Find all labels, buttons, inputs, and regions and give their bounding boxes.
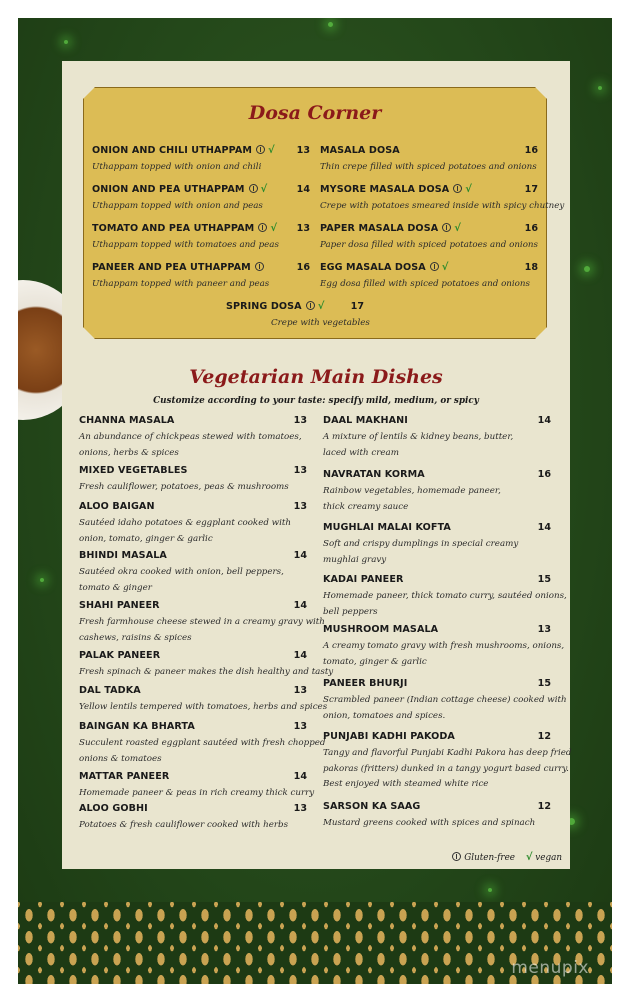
menu-item-name-text: KADAI PANEER — [323, 574, 404, 585]
menu-item-name — [92, 145, 275, 156]
menu-item-name — [320, 184, 472, 195]
menu-item-name — [320, 223, 461, 234]
menu-item-price: 17 — [524, 184, 538, 195]
light-dot — [598, 86, 602, 90]
menu-item — [79, 803, 307, 843]
menu-item — [79, 721, 326, 764]
menu-item-name — [79, 685, 141, 696]
menu-item-price: 13 — [293, 501, 307, 512]
menu-item — [320, 184, 565, 224]
menu-item-description: Homemade paneer & peas in rich creamy thick curry — [79, 788, 315, 798]
menu-item-price: 16 — [296, 262, 310, 273]
menu-item-name-text: PANEER BHURJI — [323, 678, 408, 689]
menu-item — [323, 801, 551, 841]
menu-item-description: A mixture of lentils & kidney beans, butter, — [323, 432, 514, 442]
gluten-free-icon — [452, 852, 461, 861]
menu-item-description: Thin crepe filled with spiced potatoes and onions — [320, 162, 537, 172]
menu-item — [323, 574, 567, 617]
menu-item-description: Crepe with potatoes smeared inside with spicy chutney — [320, 201, 565, 211]
legend-vegan-label: vegan — [535, 853, 562, 863]
menu-item-description: Uthappam topped with onion and chili — [92, 162, 262, 172]
menu-item-price: 15 — [537, 574, 551, 585]
menu-item-description: laced with cream — [323, 447, 399, 458]
menu-item-name-text: BHINDI MASALA — [79, 550, 167, 561]
menu-item-description: onions & tomatoes — [79, 753, 162, 764]
menu-item-name-text: MUGHLAI MALAI KOFTA — [323, 522, 451, 533]
menu-item-name-text: MYSORE MASALA DOSA — [320, 184, 450, 195]
menu-item-name — [92, 223, 277, 234]
menu-item-name — [79, 600, 160, 611]
menu-item — [323, 678, 567, 721]
gluten-free-icon — [442, 223, 451, 232]
menu-item-price: 13 — [296, 223, 310, 234]
menu-item-description: Uthappam topped with tomatoes and peas — [92, 240, 279, 250]
menu-item-name-text: MASALA DOSA — [320, 145, 400, 156]
menu-item-price: 14 — [537, 415, 551, 426]
vegan-icon: √ — [260, 184, 268, 195]
menu-item-description: tomato, ginger & garlic — [323, 656, 427, 667]
menu-item-description: bell peppers — [323, 606, 378, 617]
menu-item — [79, 465, 307, 505]
menu-item-description: Tangy and flavorful Punjabi Kadhi Pakora has deep fried — [323, 748, 572, 758]
menu-item-name — [323, 415, 408, 426]
dosa-corner-title: Dosa Corner — [248, 102, 382, 124]
customize-note: Customize according to your taste: specify mild, medium, or spicy — [153, 396, 479, 406]
vegan-icon: √ — [317, 301, 325, 312]
menu-item — [323, 469, 551, 512]
menu-item-name — [79, 465, 188, 476]
menu-item — [323, 624, 565, 667]
light-dot — [488, 888, 492, 892]
menu-item-price: 15 — [537, 678, 551, 689]
menu-item-name — [323, 469, 425, 480]
menu-item-name — [79, 415, 174, 426]
menu-item-description: Sautéed idaho potatoes & eggplant cooked with — [79, 518, 291, 528]
menu-item-name — [320, 262, 449, 273]
menu-item — [320, 145, 538, 185]
menu-item-name — [92, 262, 264, 273]
menu-item-price: 16 — [524, 145, 538, 156]
menu-item-description: onion, tomatoes and spices. — [323, 710, 446, 721]
menu-item — [320, 262, 538, 302]
legend-gluten-free-label: Gluten-free — [464, 853, 516, 863]
menu-item-price: 16 — [524, 223, 538, 234]
menu-item-description: Fresh farmhouse cheese stewed in a creamy gravy with — [79, 617, 325, 627]
menu-item — [79, 501, 307, 544]
menu-item-description: Potatoes & fresh cauliflower cooked with herbs — [79, 820, 289, 830]
menu-item-name-text: DAAL MAKHANI — [323, 415, 408, 426]
menu-item-name-text: ALOO BAIGAN — [79, 501, 155, 512]
veg-main-title: Vegetarian Main Dishes — [189, 366, 443, 388]
watermark: menupix — [511, 958, 589, 978]
menu-item — [320, 223, 538, 263]
vegan-icon: √ — [268, 145, 275, 156]
menu-item-name — [320, 145, 400, 156]
menu-item-name-text: EGG MASALA DOSA — [320, 262, 426, 273]
menu-item-price: 12 — [537, 801, 551, 812]
gluten-free-icon — [306, 301, 315, 310]
gluten-free-icon — [255, 262, 264, 271]
menu-item-name-text: MUSHROOM MASALA — [323, 624, 439, 635]
light-dot — [64, 40, 68, 44]
menu-item-description: Fresh cauliflower, potatoes, peas & mushrooms — [79, 482, 289, 492]
menu-item-price: 16 — [537, 469, 551, 480]
menu-item — [79, 685, 328, 725]
menu-item-description: Scrambled paneer (Indian cottage cheese) cooked with — [323, 695, 567, 705]
menu-item-name-text: PANEER AND PEA UTHAPPAM — [92, 262, 251, 273]
vegan-icon: √ — [270, 223, 278, 234]
menu-item-name — [323, 731, 455, 742]
menu-item-price: 13 — [537, 624, 551, 635]
menu-item — [92, 184, 310, 224]
menu-item-name — [92, 184, 267, 195]
vegan-icon: √ — [441, 262, 449, 273]
menu-item-description: Soft and crispy dumplings in special creamy — [323, 539, 519, 549]
menu-item-description: Egg dosa filled with spiced potatoes and onions — [320, 279, 530, 289]
menu-item-name-text: SPRING DOSA — [226, 301, 302, 312]
menu-item-name-text: NAVRATAN KORMA — [323, 469, 425, 480]
menu-item-description: Rainbow vegetables, homemade paneer, — [323, 486, 501, 496]
light-dot — [584, 266, 590, 272]
menu-item-name — [323, 801, 420, 812]
menu-item-name-text: ONION AND PEA UTHAPPAM — [92, 184, 245, 195]
vegan-icon: √ — [525, 852, 533, 863]
menu-item — [92, 262, 310, 302]
menu-item-price: 13 — [293, 721, 307, 732]
menu-item — [92, 145, 310, 185]
menu-item-price: 13 — [293, 465, 307, 476]
menu-item-description: onion, tomato, ginger & garlic — [79, 533, 213, 544]
menu-item-name-text: MATTAR PANEER — [79, 771, 170, 782]
menu-item-price: 14 — [293, 650, 307, 661]
light-dot — [328, 22, 333, 27]
menu-item-name-text: SHAHI PANEER — [79, 600, 160, 611]
menu-item-name-text: CHANNA MASALA — [79, 415, 175, 426]
menu-item-name — [79, 650, 160, 661]
menu-item-description: thick creamy sauce — [323, 501, 409, 512]
menu-item-description: Homemade paneer, thick tomato curry, sautéed onions, — [323, 591, 567, 601]
menu-item-name-text: PAPER MASALA DOSA — [320, 223, 439, 234]
menu-item-name-text: PALAK PANEER — [79, 650, 161, 661]
vegan-icon: √ — [454, 223, 462, 234]
gluten-free-icon — [258, 223, 267, 232]
menu-item — [323, 415, 551, 458]
menu-item-name — [226, 301, 324, 312]
menu-item-description: pakoras (fritters) dunked in a tangy yogurt based curry. — [323, 763, 569, 774]
menu-item-name-text: SARSON KA SAAG — [323, 801, 421, 812]
menu-item-price: 17 — [350, 301, 364, 312]
menu-item — [323, 522, 551, 565]
menu-item-name — [323, 624, 438, 635]
menu-item — [79, 550, 307, 593]
menu-item-price: 14 — [293, 771, 307, 782]
menu-item — [323, 731, 572, 789]
menu-item-description: mughlai gravy — [323, 554, 387, 565]
menu-item — [226, 301, 406, 341]
menu-item-price: 13 — [296, 145, 310, 156]
menu-item-name-text: BAINGAN KA BHARTA — [79, 721, 195, 732]
menu-item-name-text: DAL TADKA — [79, 685, 141, 696]
menu-item-price: 14 — [293, 550, 307, 561]
menu-item-description: Mustard greens cooked with spices and spinach — [323, 818, 536, 828]
menu-item-description: cashews, raisins & spices — [79, 632, 192, 643]
menu-item-name — [79, 803, 148, 814]
gluten-free-icon — [430, 262, 439, 271]
dietary-legend — [448, 852, 562, 863]
menu-item-price: 13 — [293, 415, 307, 426]
vegan-icon: √ — [465, 184, 473, 195]
menu-item-description: Crepe with vegetables — [271, 318, 370, 328]
menu-item-name — [79, 501, 155, 512]
menu-item-description: onions, herbs & spices — [79, 447, 179, 458]
menu-item-description: Paper dosa filled with spiced potatoes and onions — [320, 240, 538, 250]
menu-item-price: 14 — [293, 600, 307, 611]
menu-item-name — [323, 574, 403, 585]
gluten-free-icon — [453, 184, 462, 193]
menu-item-price: 12 — [537, 731, 551, 742]
menu-item-name — [79, 550, 167, 561]
menu-item-name — [79, 721, 195, 732]
light-dot — [40, 578, 44, 582]
menu-item-price: 14 — [537, 522, 551, 533]
menu-item-description: Best enjoyed with steamed white rice — [323, 779, 489, 789]
menu-item-name-text: ALOO GOBHI — [79, 803, 148, 814]
menu-item-price: 14 — [296, 184, 310, 195]
menu-item-description: Fresh spinach & paneer makes the dish healthy and tasty — [79, 667, 334, 677]
menu-item-name-text: ONION AND CHILI UTHAPPAM — [92, 145, 253, 156]
menu-item-description: Succulent roasted eggplant sautéed with fresh chopped — [79, 738, 326, 748]
menu-item-name — [323, 678, 407, 689]
menu-item-description: An abundance of chickpeas stewed with tomatoes, — [79, 432, 302, 442]
gluten-free-icon — [256, 145, 265, 154]
menu-item — [79, 650, 334, 690]
menu-item-price: 18 — [524, 262, 538, 273]
gluten-free-icon — [249, 184, 258, 193]
menu-item-name-text: MIXED VEGETABLES — [79, 465, 188, 476]
menu-item — [92, 223, 310, 263]
menu-item-name-text: PUNJABI KADHI PAKODA — [323, 731, 455, 742]
menu-item-description: Yellow lentils tempered with tomatoes, herbs and spices — [79, 702, 328, 712]
menu-item-description: Sautéed okra cooked with onion, bell peppers, — [79, 567, 284, 577]
menu-item-price: 13 — [293, 685, 307, 696]
menu-item-name-text: TOMATO AND PEA UTHAPPAM — [92, 223, 255, 234]
menu-item-description: Uthappam topped with onion and peas — [92, 201, 263, 211]
menu-item-description: Uthappam topped with paneer and peas — [92, 279, 270, 289]
menu-item — [79, 600, 325, 643]
menu-item-description: tomato & ginger — [79, 582, 152, 593]
menu-item-description: A creamy tomato gravy with fresh mushrooms, onions, — [323, 641, 565, 651]
menu-item-name — [323, 522, 451, 533]
menu-item-name — [79, 771, 169, 782]
menu-item-price: 13 — [293, 803, 307, 814]
menu-item — [79, 415, 307, 458]
